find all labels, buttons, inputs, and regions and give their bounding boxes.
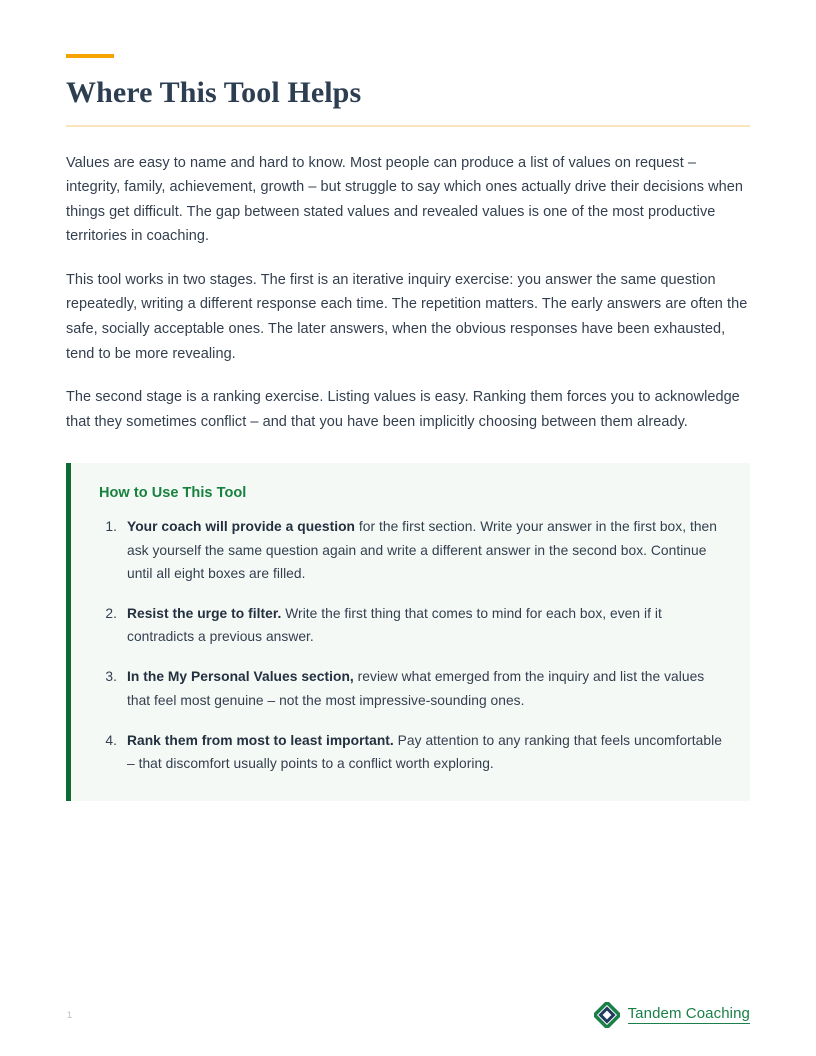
- list-item-rest: Write the first thing that comes to mind for each box, even if it contradicts a previous answer.: [127, 606, 662, 645]
- brand-logo: [594, 1002, 750, 1028]
- list-item-lead: Rank them from most to least important.: [127, 732, 394, 748]
- diamond-logo-icon: [594, 1002, 620, 1028]
- list-item-rest: review what emerged from the inquiry and list the values that feel most genuine – not the most impressive-sounding ones.: [127, 669, 705, 708]
- how-to-use-callout: [66, 463, 750, 801]
- list-item: [99, 729, 724, 775]
- intro-paragraph-3: The second stage is a ranking exercise. Listing values is easy. Ranking them forces you to acknowledge that they sometimes conflict – and that you have been implicitly choosing between them already.: [66, 389, 740, 430]
- list-item-rest: for the first section. Write your answer in the first box, then ask yourself the same question again and write a different answer in the second box. Continue until all eight boxes are filled.: [127, 519, 717, 581]
- page-title: Where This Tool Helps: [66, 76, 362, 109]
- list-item: [99, 602, 724, 648]
- title-divider: [66, 125, 750, 127]
- how-to-use-list: [99, 515, 724, 775]
- list-item-rest: Pay attention to any ranking that feels uncomfortable – that discomfort usually points to a conflict worth exploring.: [127, 732, 722, 772]
- page-content: [66, 0, 750, 801]
- intro-paragraph-2: This tool works in two stages. The first is an iterative inquiry exercise: you answer the same question repeatedly, writing a different response each time. The repetition matters. The early answers are often the safe, socially acceptable ones. The later answers, when the obvious responses have been exhausted, tend to be more revealing.: [66, 271, 748, 362]
- list-item: [99, 665, 724, 711]
- page-number: 1: [67, 1010, 73, 1020]
- callout-heading: How to Use This Tool: [99, 485, 247, 502]
- list-item-lead: Resist the urge to filter.: [127, 606, 282, 622]
- page-footer: [0, 986, 816, 1056]
- intro-paragraph-1: Values are easy to name and hard to know. Most people can produce a list of values on request – integrity, family, achievement, growth – but struggle to say which ones actually drive their decisions when things get difficult. The gap between stated values and revealed values is one of the most productive territories in coaching.: [66, 154, 743, 245]
- accent-bar: [66, 54, 114, 58]
- list-item: [99, 515, 724, 585]
- list-item-lead: Your coach will provide a question: [127, 519, 356, 535]
- brand-name: Tandem Coaching: [628, 1006, 750, 1025]
- list-item-lead: In the My Personal Values section,: [127, 669, 354, 685]
